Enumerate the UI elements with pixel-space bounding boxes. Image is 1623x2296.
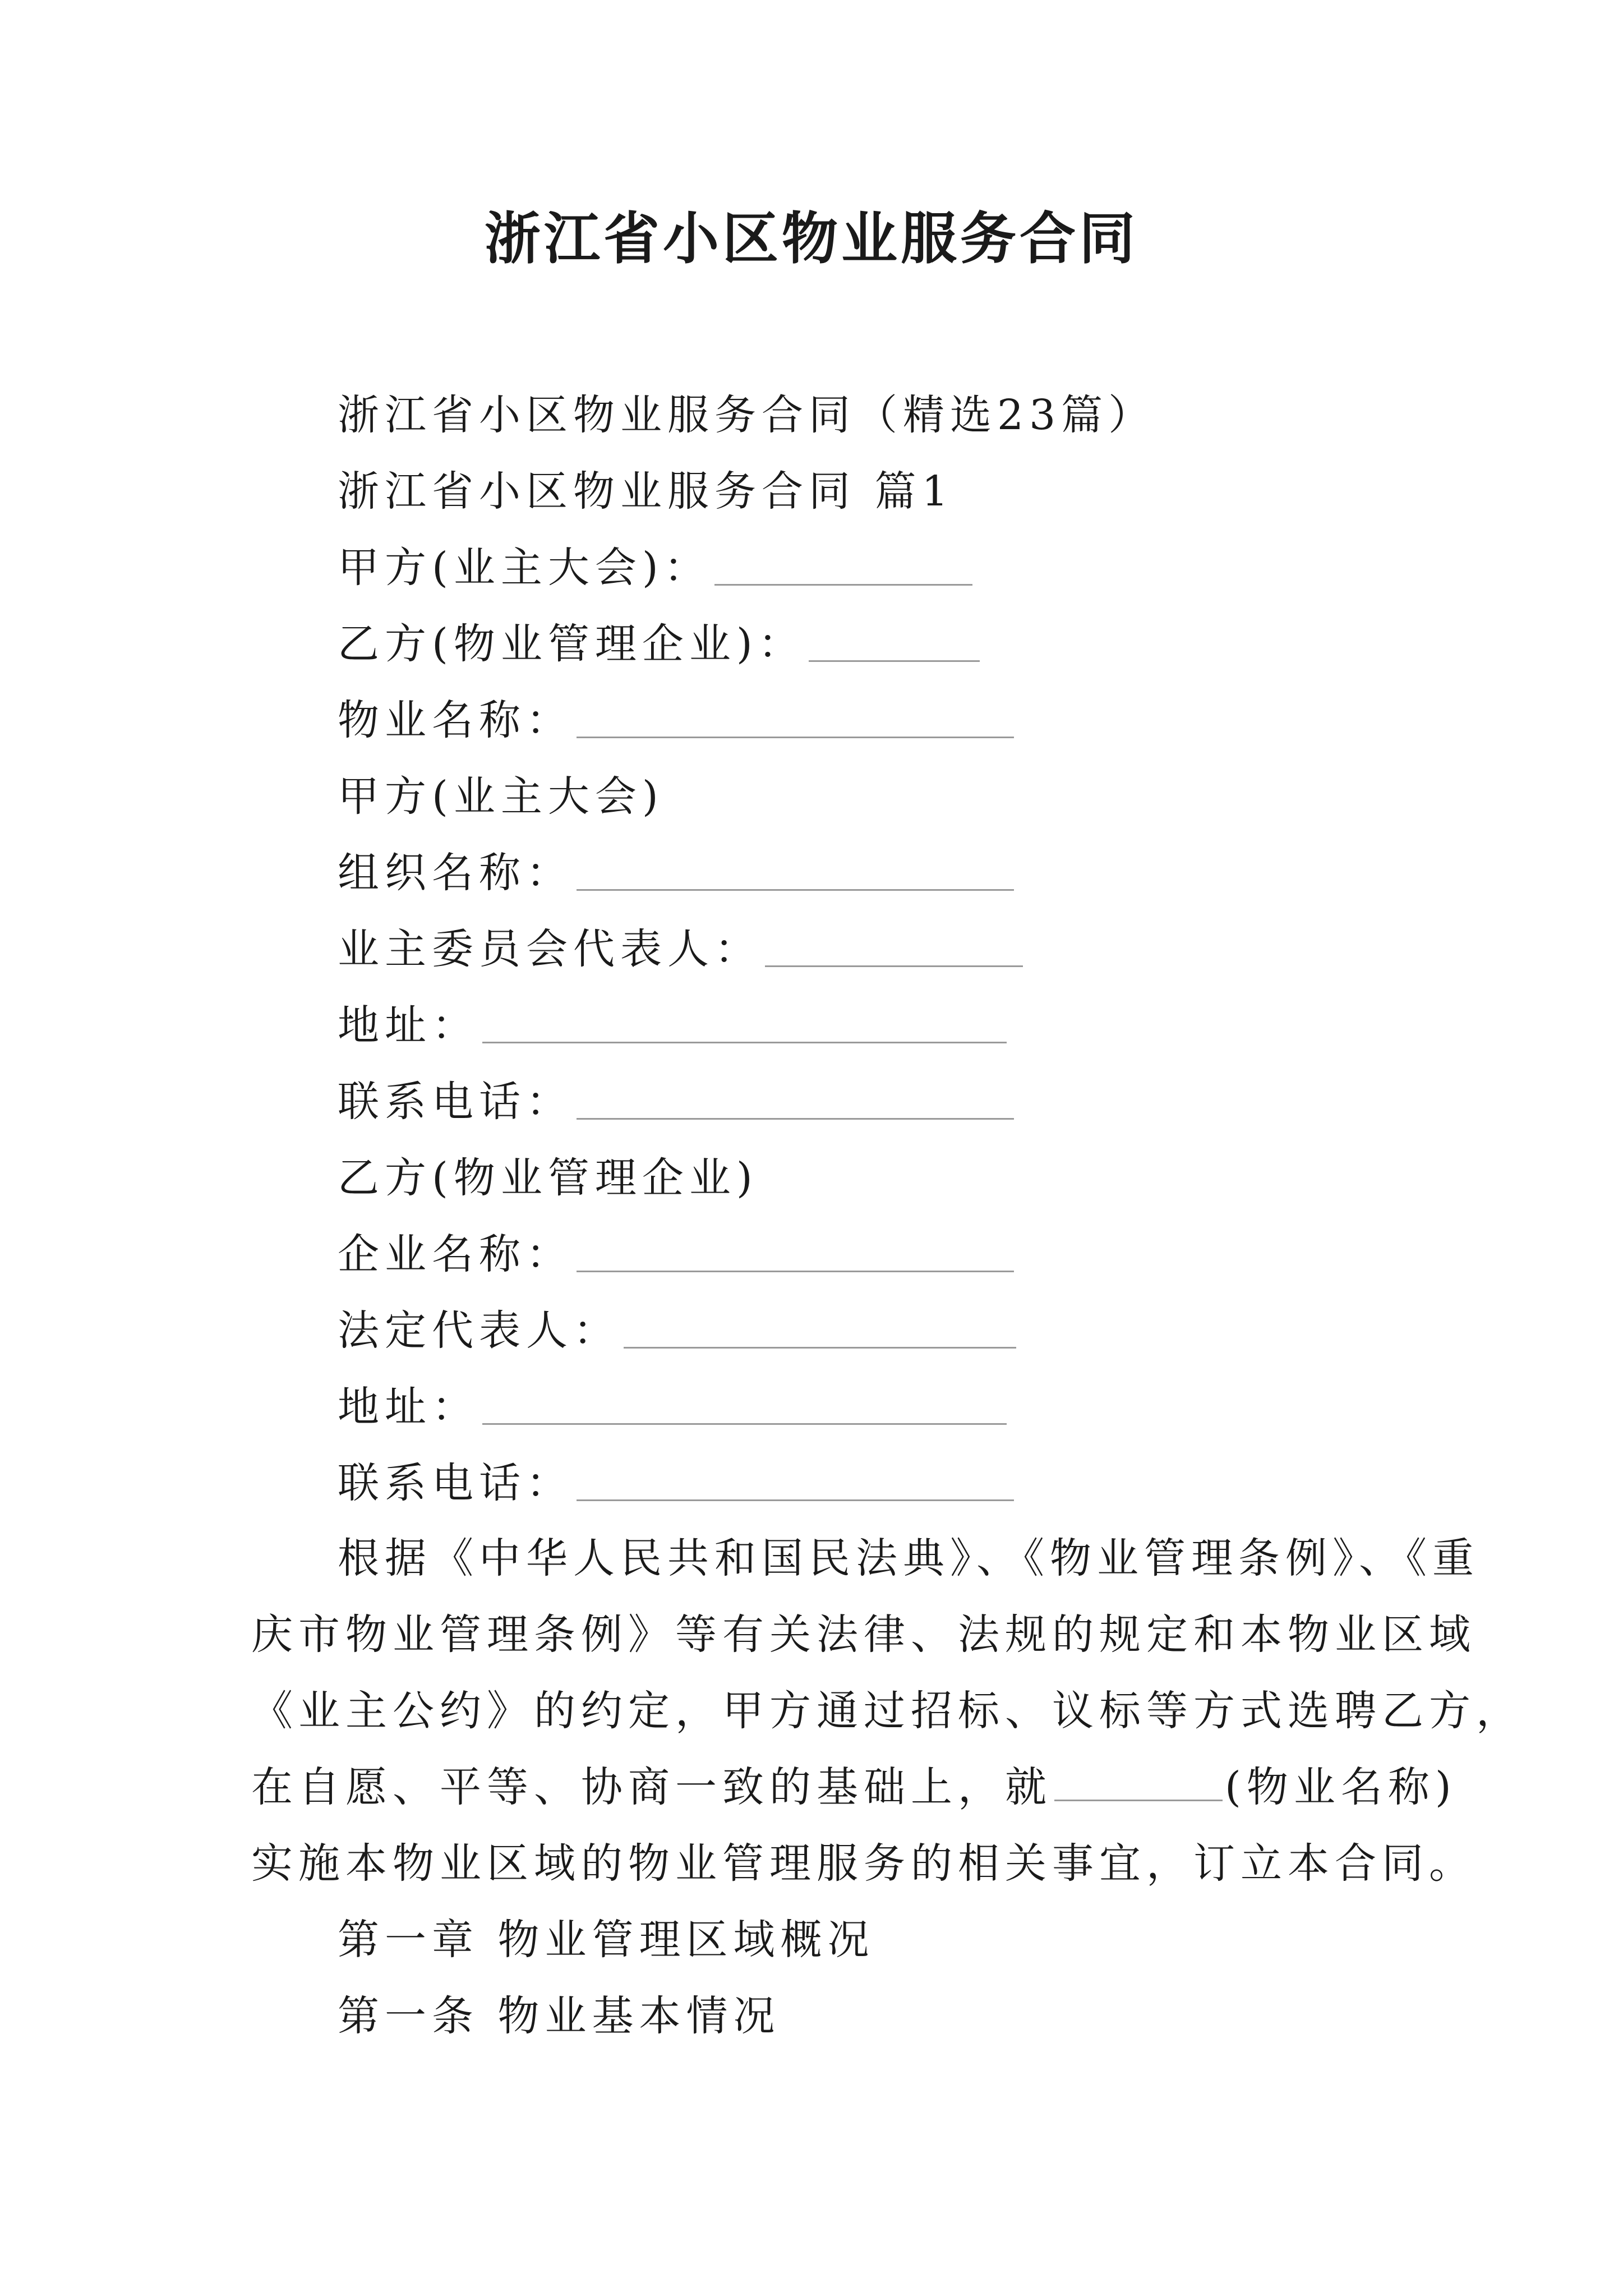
- preamble-line: 根据《中华人民共和国民法典》、《物业管理条例》、《重: [338, 1534, 1479, 1582]
- field-label: 甲方(业主大会)：: [338, 544, 711, 592]
- field-phone-a: [338, 1064, 1014, 1140]
- field-label: 甲方(业主大会): [338, 772, 664, 821]
- blank-field[interactable]: [577, 1499, 1014, 1501]
- blank-field[interactable]: [714, 584, 972, 586]
- field-label: 联系电话：: [338, 1078, 573, 1126]
- blank-field[interactable]: [577, 1271, 1014, 1272]
- field-organization-name: [338, 835, 1014, 911]
- field-label: 乙方(物业管理企业)：: [338, 620, 805, 668]
- field-company-name: [338, 1216, 1014, 1292]
- field-address-a: [338, 987, 1007, 1064]
- section-heading: 浙江省小区物业服务合同 篇1: [338, 467, 954, 516]
- field-label: 联系电话：: [338, 1459, 573, 1507]
- subtitle-line: [338, 377, 1155, 453]
- party-a-heading: [338, 758, 664, 835]
- field-phone-b: [338, 1445, 1014, 1521]
- field-label: 地址：: [338, 1383, 479, 1431]
- field-committee-representative: [338, 911, 1023, 987]
- blank-field[interactable]: [809, 660, 980, 662]
- blank-field[interactable]: [482, 1042, 1007, 1043]
- preamble-line: 实施本物业区域的物业管理服务的相关事宜，订立本合同。: [251, 1839, 1476, 1888]
- contract-preamble: [251, 1520, 1523, 1902]
- preamble-line: 庆市物业管理条例》等有关法律、法规的规定和本物业区域: [251, 1611, 1476, 1659]
- blank-field[interactable]: [1054, 1766, 1223, 1801]
- subtitle: 浙江省小区物业服务合同（精选23篇）: [338, 391, 1156, 439]
- field-label: 物业名称：: [338, 696, 573, 744]
- field-party-b: [338, 606, 980, 682]
- article-heading: 第一条 物业基本情况: [338, 1992, 781, 2040]
- blank-field[interactable]: [765, 965, 1023, 967]
- blank-field[interactable]: [577, 889, 1014, 891]
- preamble-line: 《业主公约》的约定，甲方通过招标、议标等方式选聘乙方，: [251, 1687, 1523, 1735]
- preamble-text: (物业名称): [1225, 1763, 1457, 1811]
- chapter-heading: 第一章 物业管理区域概况: [338, 1916, 875, 1964]
- blank-field[interactable]: [482, 1423, 1007, 1425]
- section-heading-line: [338, 453, 954, 530]
- field-property-name: [338, 682, 1014, 758]
- field-legal-representative: [338, 1292, 1016, 1369]
- preamble-text: 在自愿、平等、协商一致的基础上，就: [251, 1763, 1052, 1811]
- blank-field[interactable]: [624, 1347, 1016, 1349]
- preamble-line: [251, 1749, 1457, 1825]
- field-label: 组织名称：: [338, 849, 573, 897]
- party-b-heading: [338, 1140, 758, 1216]
- field-address-b: [338, 1369, 1007, 1445]
- document-title: 浙江省小区物业服务合同: [485, 205, 1138, 272]
- field-label: 乙方(物业管理企业): [338, 1154, 758, 1202]
- field-label: 法定代表人：: [338, 1306, 620, 1355]
- field-label: 地址：: [338, 1001, 479, 1050]
- field-label: 业主委员会代表人：: [338, 925, 762, 973]
- field-party-a: [338, 530, 972, 606]
- blank-field[interactable]: [577, 1118, 1014, 1120]
- field-label: 企业名称：: [338, 1230, 573, 1278]
- blank-field[interactable]: [577, 737, 1014, 738]
